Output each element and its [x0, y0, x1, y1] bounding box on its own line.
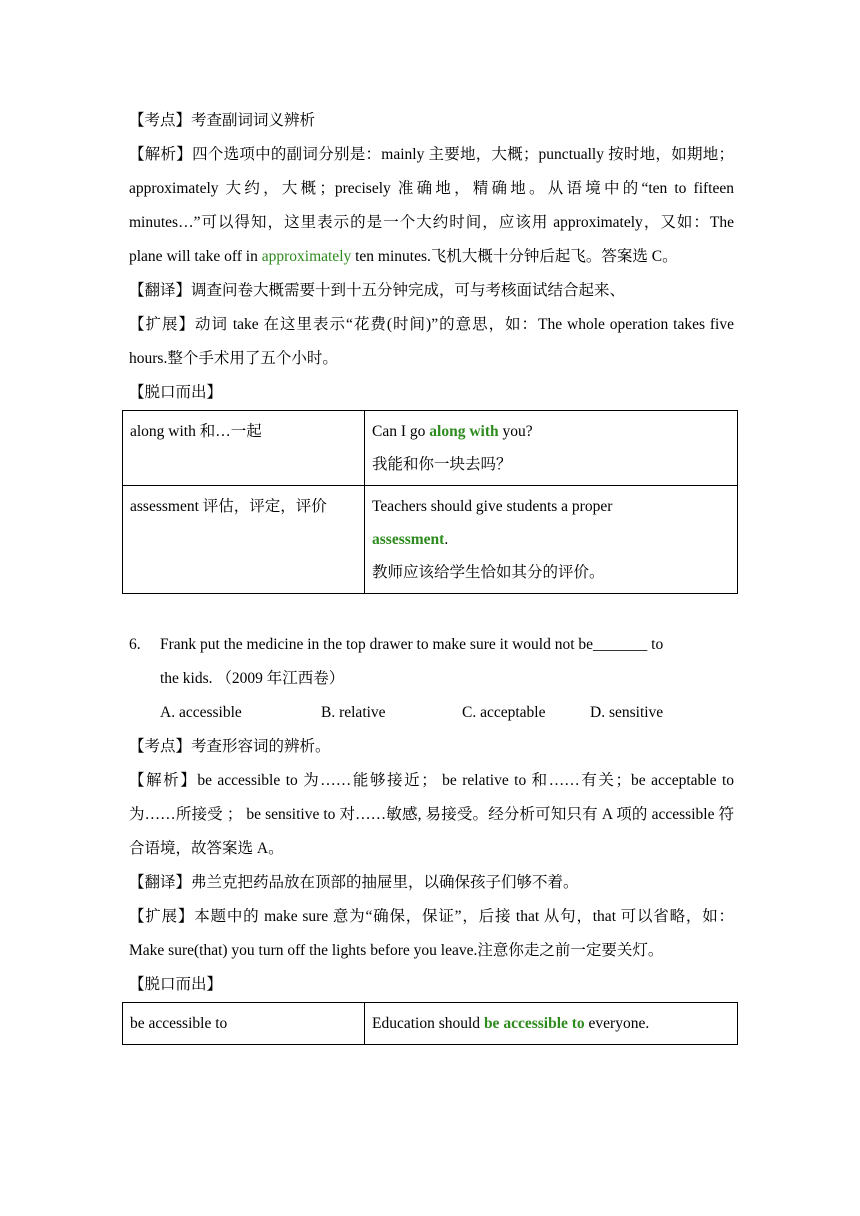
example-highlight: be accessible to — [483, 1015, 585, 1032]
table-row — [123, 411, 738, 486]
q5-kaodian: 【考点】考查副词词义辨析 — [129, 112, 316, 129]
option-d: D. sensitive — [590, 704, 664, 721]
table-cell-term: be accessible to — [123, 1003, 365, 1045]
q6-options — [129, 696, 734, 730]
q5-phrase-table — [122, 410, 738, 594]
q5-jiexi-highlight: approximately — [261, 248, 352, 265]
example-en: Education should be accessible to everyone. — [372, 1015, 650, 1032]
example-highlight: along with — [429, 423, 499, 440]
q5-tuokou-heading: 【脱口而出】 — [129, 384, 223, 401]
option-b: B. relative — [321, 704, 386, 721]
table-cell-example — [365, 486, 738, 594]
table-cell-term: along with 和…一起 — [123, 411, 365, 486]
table-row — [123, 1003, 738, 1045]
option-c: C. acceptable — [462, 704, 546, 721]
example-zh: 我能和你一块去吗？ — [372, 456, 512, 473]
example-zh: 教师应该给学生恰如其分的评价。 — [372, 564, 605, 581]
q6-stem: 6. Frank put the medicine in the top drawer to make sure it would not be_______ to — [129, 628, 734, 662]
q6-stem-cont: the kids. （2009 年江西卷） — [160, 670, 345, 687]
q6-jiexi: 【解析】be accessible to 为……能够接近； be relative to 和……有关；be acceptable to 为……所接受 ； be sensitive to 对……敏感, 易接受。经分析可知只有 A 项的 accessible 符合语境，故答案选 A。 — [129, 772, 734, 857]
q5-fanyi: 【翻译】调查问卷大概需要十到十五分钟完成，可与考核面试结合起来、 — [129, 282, 626, 299]
example-en: Teachers should give students a proper assessment. — [372, 498, 613, 548]
example-en: Can I go along with you? — [372, 423, 533, 440]
q6-kaodian: 【考点】考查形容词的辨析。 — [129, 738, 331, 755]
q6-tuokou-heading: 【脱口而出】 — [129, 976, 223, 993]
option-a: A. accessible — [160, 704, 242, 721]
document-page — [129, 104, 734, 1045]
table-cell-term: assessment 评估，评定，评价 — [123, 486, 365, 594]
table-cell-example — [365, 1003, 738, 1045]
q5-kuozhan: 【扩展】动词 take 在这里表示“花费(时间)”的意思，如：The whole operation takes five hours.整个手术用了五个小时。 — [129, 316, 734, 367]
q5-jiexi: 【解析】四个选项中的副词分别是：mainly 主要地，大概；punctually 按时地，如期地；approximately 大约，大概；precisely 准确地，精确地。从语境中的“ten to fifteen minutes…”可以得知，这里表示的是一个大约时间，应该用 approximately，又如：The plane will take off in approximately ten minutes.飞机大概十分钟后起飞。答案选 C。 — [129, 146, 734, 265]
q6-kuozhan: 【扩展】本题中的 make sure 意为“确保，保证”，后接 that 从句，that 可以省略，如：Make sure(that) you turn off the lights before you leave.注意你走之前一定要关灯。 — [129, 908, 734, 959]
table-row — [123, 486, 738, 594]
question-number: 6. — [129, 636, 141, 653]
example-highlight: assessment — [372, 531, 445, 548]
q6-fanyi: 【翻译】弗兰克把药品放在顶部的抽屉里，以确保孩子们够不着。 — [129, 874, 579, 891]
q6-phrase-table — [122, 1002, 738, 1045]
table-cell-example — [365, 411, 738, 486]
